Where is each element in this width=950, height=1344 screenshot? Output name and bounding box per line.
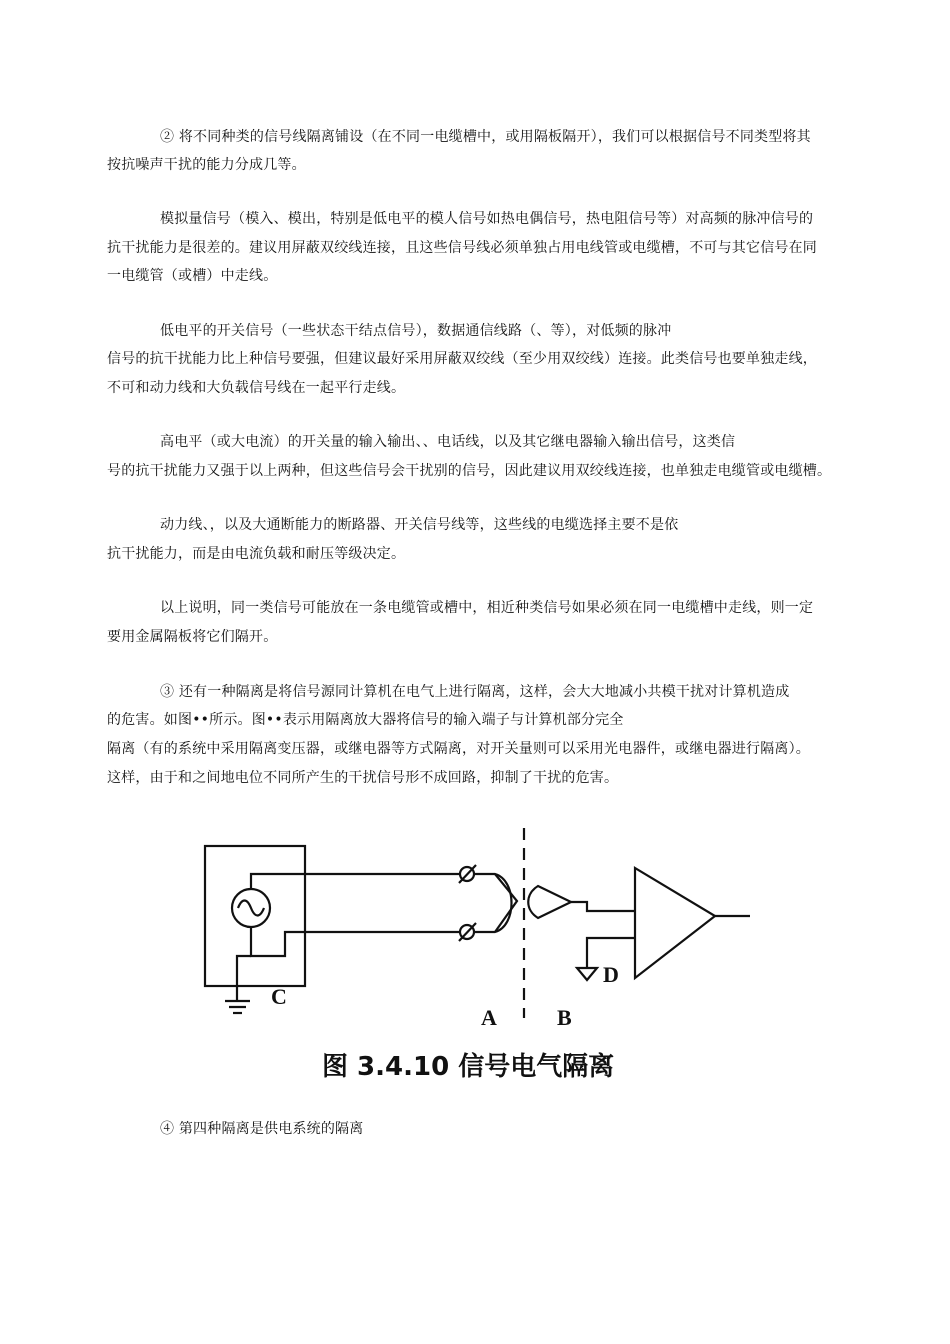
label-a: A: [481, 1005, 497, 1030]
p3-line-1: 低电平的开关信号（一些状态干结点信号），数据通信线路（、等），对低频的脉冲: [160, 323, 672, 339]
p7-line-2: 的危害。如图••所示。图••表示用隔离放大器将信号的输入端子与计算机部分完全: [107, 712, 624, 728]
p6-line-2: 要用金属隔板将它们隔开。: [107, 629, 278, 645]
ground-d-icon: [577, 968, 597, 980]
p2-line-2: 抗干扰能力是很差的。建议用屏蔽双绞线连接，且这些信号线必须单独占用电线管或电缆槽，不可与其它信号在同: [107, 240, 817, 256]
p6-line-1: 以上说明，同一类信号可能放在一条电缆管或槽中，相近种类信号如果必须在同一电缆槽中走线，则一定: [160, 600, 814, 616]
optocoupler-icon: [528, 886, 635, 918]
p2-line-3: 一电缆管（或槽）中走线。: [107, 268, 278, 284]
p8-line-1: ④ 第四种隔离是供电系统的隔离: [160, 1121, 364, 1137]
ground-icon: [225, 1001, 250, 1013]
p7-line-3: 隔离（有的系统中采用隔离变压器，或继电器等方式隔离，对开关量则可以采用光电器件，或继电器进行隔离）。: [107, 741, 810, 757]
p1-line-1: ② 将不同种类的信号线隔离铺设（在不同一电缆槽中，或用隔板隔开），我们可以根据信号不同类型将其: [160, 129, 811, 145]
figure-caption: 图 3.4.10 信号电气隔离: [322, 1052, 615, 1082]
label-d: D: [603, 962, 619, 987]
p5-line-2: 抗干扰能力，而是由电流负载和耐压等级决定。: [107, 546, 406, 562]
p7-line-4: 这样，由于和之间地电位不同所产生的干扰信号形不成回路，抑制了干扰的危害。: [107, 770, 619, 786]
amplifier-icon: [635, 868, 750, 978]
p3-line-3: 不可和动力线和大负载信号线在一起平行走线。: [107, 380, 406, 396]
signal-wire-top: [251, 874, 460, 889]
isolation-diagram: [195, 828, 760, 1043]
p7-line-1: ③ 还有一种隔离是将信号源同计算机在电气上进行隔离，这样，会大大地减小共模干扰对计算机造成: [160, 684, 790, 700]
p4-line-1: 高电平（或大电流）的开关量的输入输出、、电话线，以及其它继电器输入输出信号，这类信: [160, 434, 736, 450]
ground-wire: [237, 956, 251, 1000]
p5-line-1: 动力线、，以及大通断能力的断路器、开关信号线等，这些线的电缆选择主要不是依: [160, 517, 679, 533]
ac-source-icon: [232, 889, 270, 927]
label-b: B: [557, 1005, 572, 1030]
signal-wire-bottom: [251, 927, 460, 956]
label-c: C: [271, 984, 287, 1009]
led-element: [474, 874, 512, 932]
p1-line-2: 按抗噪声干扰的能力分成几等。: [107, 157, 306, 173]
p4-line-2: 号的抗干扰能力又强于以上两种，但这些信号会干扰别的信号，因此建议用双绞线连接，也单独走电缆管或电缆槽。: [107, 463, 832, 479]
signal-source-enclosure: [205, 846, 305, 986]
p3-line-2: 信号的抗干扰能力比上种信号要强，但建议最好采用屏蔽双绞线（至少用双绞线）连接。此类信号也要单独走线，: [107, 351, 817, 367]
terminal-icon: [459, 865, 476, 941]
isolation-figure: [195, 828, 760, 1043]
p2-line-1: 模拟量信号（模入、模出，特别是低电平的模人信号如热电偶信号，热电阻信号等）对高频的脉冲信号的: [160, 211, 814, 227]
